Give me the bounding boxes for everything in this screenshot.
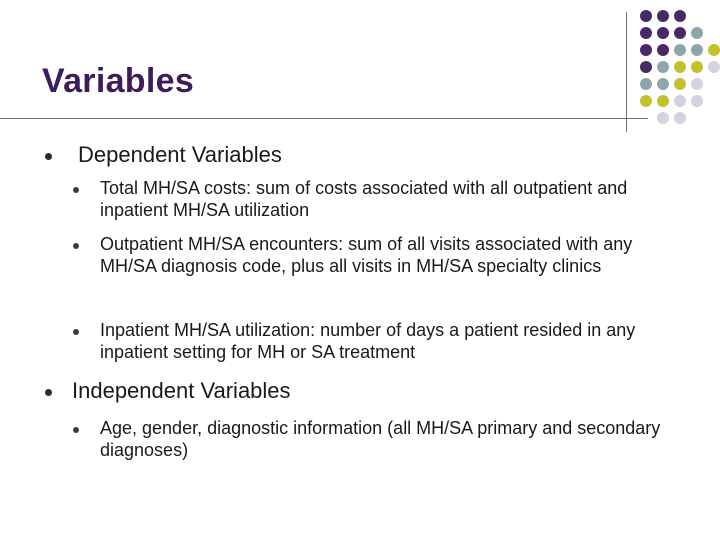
decor-dot: [657, 61, 669, 73]
bullet-dot: [45, 389, 52, 396]
title-divider: [0, 118, 648, 119]
decor-dot: [691, 95, 703, 107]
bullet-dot: [45, 153, 52, 160]
decor-dot: [691, 44, 703, 56]
slide-title: Variables: [42, 62, 195, 100]
decor-dot: [640, 61, 652, 73]
decor-dot: [674, 95, 686, 107]
decor-dot: [640, 78, 652, 90]
decor-dot: [674, 44, 686, 56]
decor-dot: [674, 27, 686, 39]
decor-dot: [657, 95, 669, 107]
decorative-dot-grid: [640, 10, 720, 122]
decor-dot: [640, 95, 652, 107]
bullet-dot: [73, 427, 79, 433]
list-item-inpatient-utilization: Inpatient MH/SA utilization: number of days a patient resided in any inpatient setting for MH or SA treatment: [100, 320, 636, 362]
decor-dot: [674, 78, 686, 90]
decor-dot: [657, 10, 669, 22]
decor-dot: [674, 112, 686, 124]
decor-dot: [691, 78, 703, 90]
decor-dot: [708, 61, 720, 73]
bullet-dot: [73, 329, 79, 335]
accent-vertical-line: [626, 12, 627, 132]
decor-dot: [640, 10, 652, 22]
decor-dot: [640, 27, 652, 39]
section-heading-dependent: Dependent Variables: [78, 142, 282, 167]
bullet-dot: [73, 187, 79, 193]
list-item-total-costs: Total MH/SA costs: sum of costs associated with all outpatient and inpatient MH/SA utilization: [100, 178, 628, 220]
section-heading-independent: Independent Variables: [72, 378, 291, 403]
decor-dot: [657, 44, 669, 56]
list-item-outpatient-encounters: Outpatient MH/SA encounters: sum of all visits associated with any MH/SA diagnosis code, plus all visits in MH/SA specialty clinics: [100, 234, 633, 276]
decor-dot: [691, 27, 703, 39]
decor-dot: [657, 112, 669, 124]
bullet-dot: [73, 243, 79, 249]
decor-dot: [674, 10, 686, 22]
decor-dot: [657, 78, 669, 90]
decor-dot: [657, 27, 669, 39]
decor-dot: [691, 61, 703, 73]
decor-dot: [708, 44, 720, 56]
list-item-demographics: Age, gender, diagnostic information (all MH/SA primary and secondary diagnoses): [100, 418, 661, 460]
decor-dot: [674, 61, 686, 73]
decor-dot: [640, 44, 652, 56]
